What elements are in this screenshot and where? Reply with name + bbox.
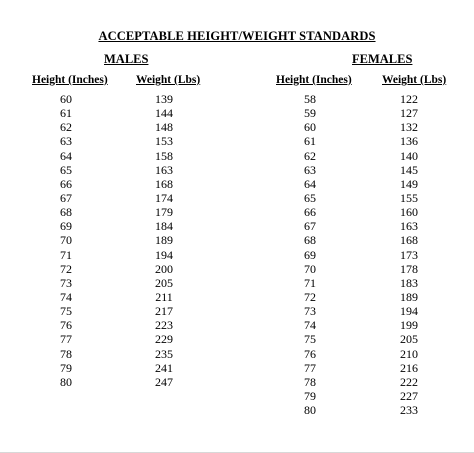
female-height-cell: 58 (304, 92, 316, 106)
females-weight-column (389, 92, 429, 417)
male-height-cell: 66 (60, 176, 72, 191)
males-heading: MALES (104, 52, 149, 66)
female-weight-cell: 233 (400, 403, 418, 418)
male-height-cell: 76 (60, 318, 72, 333)
female-height-cell: 64 (304, 176, 316, 191)
female-height-cell: 68 (304, 233, 316, 248)
male-height-cell: 61 (60, 106, 72, 121)
males-height-header: Height (Inches) (32, 74, 108, 86)
female-weight-cell: 199 (400, 318, 418, 333)
male-height-cell: 64 (60, 148, 72, 163)
male-weight-cell: 200 (155, 261, 173, 276)
male-height-cell: 62 (60, 120, 72, 135)
male-height-cell: 77 (60, 332, 72, 347)
female-height-cell: 62 (304, 148, 316, 163)
female-weight-cell: 194 (400, 304, 418, 319)
female-weight-cell: 163 (400, 219, 418, 234)
females-weight-header: Weight (Lbs) (382, 74, 447, 86)
male-weight-cell: 235 (155, 346, 173, 361)
male-weight-cell: 205 (155, 275, 173, 290)
female-weight-cell: 160 (400, 205, 418, 220)
female-height-cell: 69 (304, 247, 316, 262)
male-height-cell: 75 (60, 304, 72, 319)
female-height-cell: 80 (304, 403, 316, 418)
male-weight-cell: 184 (155, 219, 173, 234)
female-weight-cell: 122 (400, 92, 418, 106)
male-height-cell: 73 (60, 275, 72, 290)
male-height-cell: 71 (60, 247, 72, 262)
female-height-cell: 65 (304, 190, 316, 205)
male-height-cell: 79 (60, 360, 72, 375)
female-height-cell: 75 (304, 332, 316, 347)
male-weight-cell: 174 (155, 190, 173, 205)
female-weight-cell: 210 (400, 346, 418, 361)
male-weight-cell: 229 (155, 332, 173, 347)
male-height-cell: 60 (60, 92, 72, 106)
male-height-cell: 67 (60, 190, 72, 205)
female-height-cell: 79 (304, 388, 316, 403)
female-height-cell: 67 (304, 219, 316, 234)
male-height-cell: 65 (60, 162, 72, 177)
female-height-cell: 61 (304, 134, 316, 149)
males-weight-header: Weight (Lbs) (136, 74, 201, 86)
female-height-cell: 78 (304, 374, 316, 389)
female-weight-cell: 178 (400, 261, 418, 276)
male-height-cell: 70 (60, 233, 72, 248)
males-weight-column (144, 92, 184, 389)
female-height-cell: 60 (304, 120, 316, 135)
female-weight-cell: 168 (400, 233, 418, 248)
male-weight-cell: 163 (155, 162, 173, 177)
female-height-cell: 71 (304, 275, 316, 290)
female-weight-cell: 149 (400, 176, 418, 191)
female-weight-cell: 155 (400, 190, 418, 205)
male-weight-cell: 153 (155, 134, 173, 149)
females-heading: FEMALES (352, 52, 413, 66)
male-weight-cell: 217 (155, 304, 173, 319)
females-height-column (290, 92, 330, 417)
male-weight-cell: 179 (155, 205, 173, 220)
male-height-cell: 78 (60, 346, 72, 361)
female-height-cell: 72 (304, 289, 316, 304)
male-weight-cell: 241 (155, 360, 173, 375)
female-height-cell: 76 (304, 346, 316, 361)
female-height-cell: 73 (304, 304, 316, 319)
female-weight-cell: 173 (400, 247, 418, 262)
male-weight-cell: 139 (155, 92, 173, 106)
female-weight-cell: 132 (400, 120, 418, 135)
document-title: ACCEPTABLE HEIGHT/WEIGHT STANDARDS (98, 29, 376, 43)
male-weight-cell: 189 (155, 233, 173, 248)
male-height-cell: 63 (60, 134, 72, 149)
male-height-cell: 74 (60, 289, 72, 304)
female-height-cell: 70 (304, 261, 316, 276)
female-weight-cell: 222 (400, 374, 418, 389)
female-weight-cell: 136 (400, 134, 418, 149)
male-weight-cell: 223 (155, 318, 173, 333)
female-height-cell: 59 (304, 106, 316, 121)
female-height-cell: 74 (304, 318, 316, 333)
female-weight-cell: 227 (400, 388, 418, 403)
female-height-cell: 77 (304, 360, 316, 375)
male-weight-cell: 144 (155, 106, 173, 121)
male-height-cell: 72 (60, 261, 72, 276)
male-height-cell: 68 (60, 205, 72, 220)
male-weight-cell: 247 (155, 374, 173, 389)
male-weight-cell: 158 (155, 148, 173, 163)
female-weight-cell: 216 (400, 360, 418, 375)
male-weight-cell: 168 (155, 176, 173, 191)
male-height-cell: 80 (60, 374, 72, 389)
male-weight-cell: 194 (155, 247, 173, 262)
female-weight-cell: 189 (400, 289, 418, 304)
males-height-column (46, 92, 86, 389)
female-weight-cell: 140 (400, 148, 418, 163)
females-height-header: Height (Inches) (276, 74, 352, 86)
female-weight-cell: 127 (400, 106, 418, 121)
female-weight-cell: 183 (400, 275, 418, 290)
female-height-cell: 63 (304, 162, 316, 177)
male-weight-cell: 211 (155, 289, 173, 304)
female-weight-cell: 145 (400, 162, 418, 177)
female-weight-cell: 205 (400, 332, 418, 347)
female-height-cell: 66 (304, 205, 316, 220)
male-height-cell: 69 (60, 219, 72, 234)
male-weight-cell: 148 (155, 120, 173, 135)
